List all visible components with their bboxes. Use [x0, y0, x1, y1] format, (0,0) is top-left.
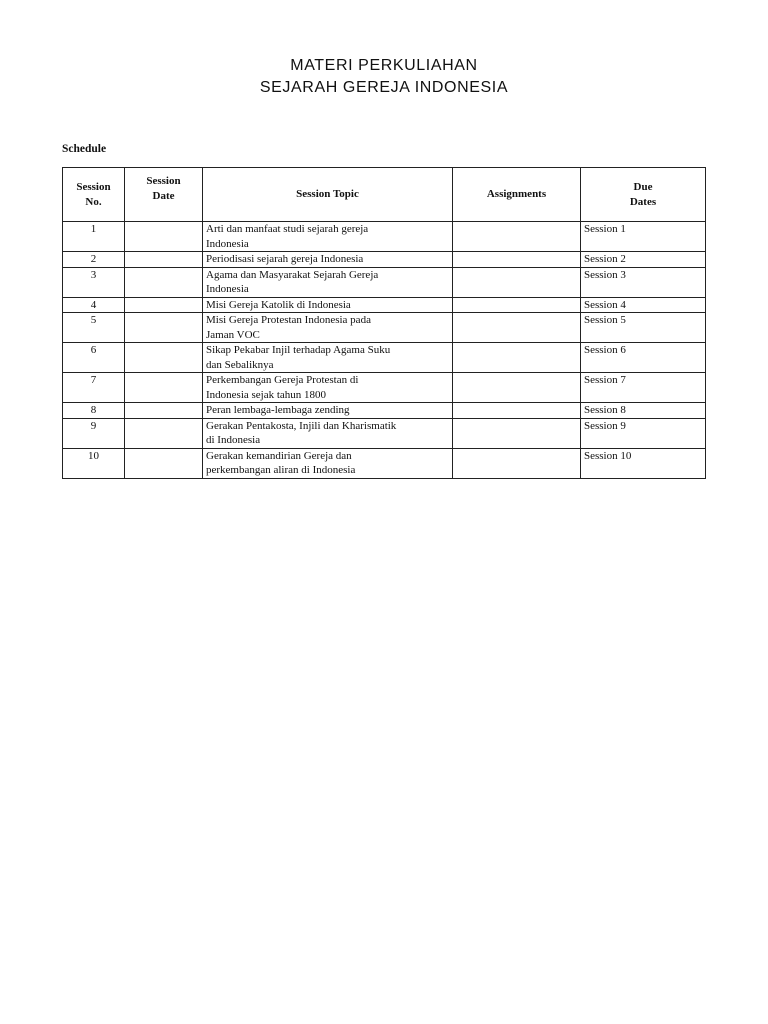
session-no-cell: 9 — [63, 418, 125, 448]
session-topic-cell — [203, 403, 453, 419]
session-topic-line2: Jaman VOC — [206, 328, 260, 341]
session-date-cell — [125, 297, 203, 313]
session-no-cell: 7 — [63, 373, 125, 403]
assignment-cell — [453, 418, 581, 448]
session-topic-cell — [203, 313, 453, 343]
session-topic-line2: dan Sebaliknya — [206, 358, 274, 371]
session-topic-line1: Misi Gereja Katolik di Indonesia — [206, 298, 351, 311]
session-topic-line1: Sikap Pekabar Injil terhadap Agama Suku — [206, 344, 391, 356]
session-date-cell — [125, 373, 203, 403]
assignment-cell — [453, 313, 581, 343]
session-no-cell: 2 — [63, 252, 125, 268]
session-topic-line2: perkembangan aliran di Indonesia — [206, 464, 356, 476]
session-topic-line1: Gerakan Pentakosta, Injili dan Kharismatik — [206, 419, 397, 432]
document-title — [0, 55, 768, 99]
due-date-cell: Session 9 — [581, 418, 706, 448]
header-due-line1: Due — [633, 181, 653, 193]
session-no-cell: 3 — [63, 267, 125, 297]
assignment-cell — [453, 297, 581, 313]
session-date-cell — [125, 252, 203, 268]
session-topic-line2: di Indonesia — [206, 434, 261, 446]
due-date-cell: Session 10 — [581, 448, 706, 478]
assignment-cell — [453, 448, 581, 478]
session-no-cell: 6 — [63, 343, 125, 373]
header-session-topic: Session Topic — [203, 168, 453, 222]
session-topic-line2: Indonesia — [206, 237, 249, 250]
session-topic-cell — [203, 418, 453, 448]
session-topic-line1: Gerakan kemandirian Gereja dan — [206, 449, 352, 462]
header-session-date-line2: Date — [152, 189, 175, 202]
session-topic-line2: Indonesia sejak tahun 1800 — [206, 388, 327, 401]
table-row — [63, 343, 706, 373]
session-no-cell: 8 — [63, 403, 125, 419]
header-session-no-line2: No. — [85, 195, 102, 208]
due-date-cell: Session 8 — [581, 403, 706, 419]
session-topic-line1: Agama dan Masyarakat Sejarah Gereja — [206, 268, 379, 281]
due-date-cell: Session 5 — [581, 313, 706, 343]
session-date-cell — [125, 403, 203, 419]
due-date-cell: Session 2 — [581, 252, 706, 268]
session-date-cell — [125, 418, 203, 448]
due-date-cell: Session 7 — [581, 373, 706, 403]
table-row — [63, 448, 706, 478]
schedule-table — [62, 167, 706, 479]
header-assignments: Assignments — [453, 168, 581, 222]
session-date-cell — [125, 448, 203, 478]
title-line-1: MATERI PERKULIAHAN — [290, 57, 478, 74]
table-header-row — [63, 168, 706, 222]
table-row — [63, 403, 706, 419]
table-row — [63, 252, 706, 268]
session-topic-cell — [203, 267, 453, 297]
session-no-cell: 4 — [63, 297, 125, 313]
header-due-line2: Dates — [629, 195, 657, 208]
session-topic-line1: Misi Gereja Protestan Indonesia pada — [206, 314, 371, 326]
session-topic-line1: Arti dan manfaat studi sejarah gereja — [206, 223, 369, 235]
session-topic-cell — [203, 252, 453, 268]
session-topic-cell — [203, 297, 453, 313]
session-topic-cell — [203, 343, 453, 373]
session-topic-line1: Perkembangan Gereja Protestan di — [206, 374, 359, 386]
session-date-cell — [125, 222, 203, 252]
assignment-cell — [453, 343, 581, 373]
header-due-dates — [581, 168, 706, 222]
header-session-no-line1: Session — [76, 181, 111, 193]
table-row — [63, 373, 706, 403]
session-no-cell: 1 — [63, 222, 125, 252]
header-session-date — [125, 168, 203, 222]
schedule-label: Schedule — [62, 143, 107, 155]
assignment-cell — [453, 252, 581, 268]
session-no-cell: 5 — [63, 313, 125, 343]
table-row — [63, 418, 706, 448]
due-date-cell: Session 1 — [581, 222, 706, 252]
session-date-cell — [125, 267, 203, 297]
assignment-cell — [453, 267, 581, 297]
assignment-cell — [453, 222, 581, 252]
due-date-cell: Session 3 — [581, 267, 706, 297]
table-row — [63, 267, 706, 297]
session-date-cell — [125, 343, 203, 373]
session-topic-cell — [203, 373, 453, 403]
header-session-no — [63, 168, 125, 222]
session-topic-line1: Peran lembaga-lembaga zending — [206, 404, 350, 416]
table-row — [63, 313, 706, 343]
session-topic-cell — [203, 448, 453, 478]
assignment-cell — [453, 403, 581, 419]
title-line-2: SEJARAH GEREJA INDONESIA — [259, 79, 509, 96]
due-date-cell: Session 4 — [581, 297, 706, 313]
session-date-cell — [125, 313, 203, 343]
schedule-table-body — [63, 222, 706, 479]
assignment-cell — [453, 373, 581, 403]
session-no-cell: 10 — [63, 448, 125, 478]
header-session-date-line1: Session — [146, 175, 181, 187]
due-date-cell: Session 6 — [581, 343, 706, 373]
session-topic-line1: Periodisasi sejarah gereja Indonesia — [206, 253, 364, 265]
session-topic-cell — [203, 222, 453, 252]
session-topic-line2: Indonesia — [206, 283, 249, 295]
table-row — [63, 222, 706, 252]
table-row — [63, 297, 706, 313]
